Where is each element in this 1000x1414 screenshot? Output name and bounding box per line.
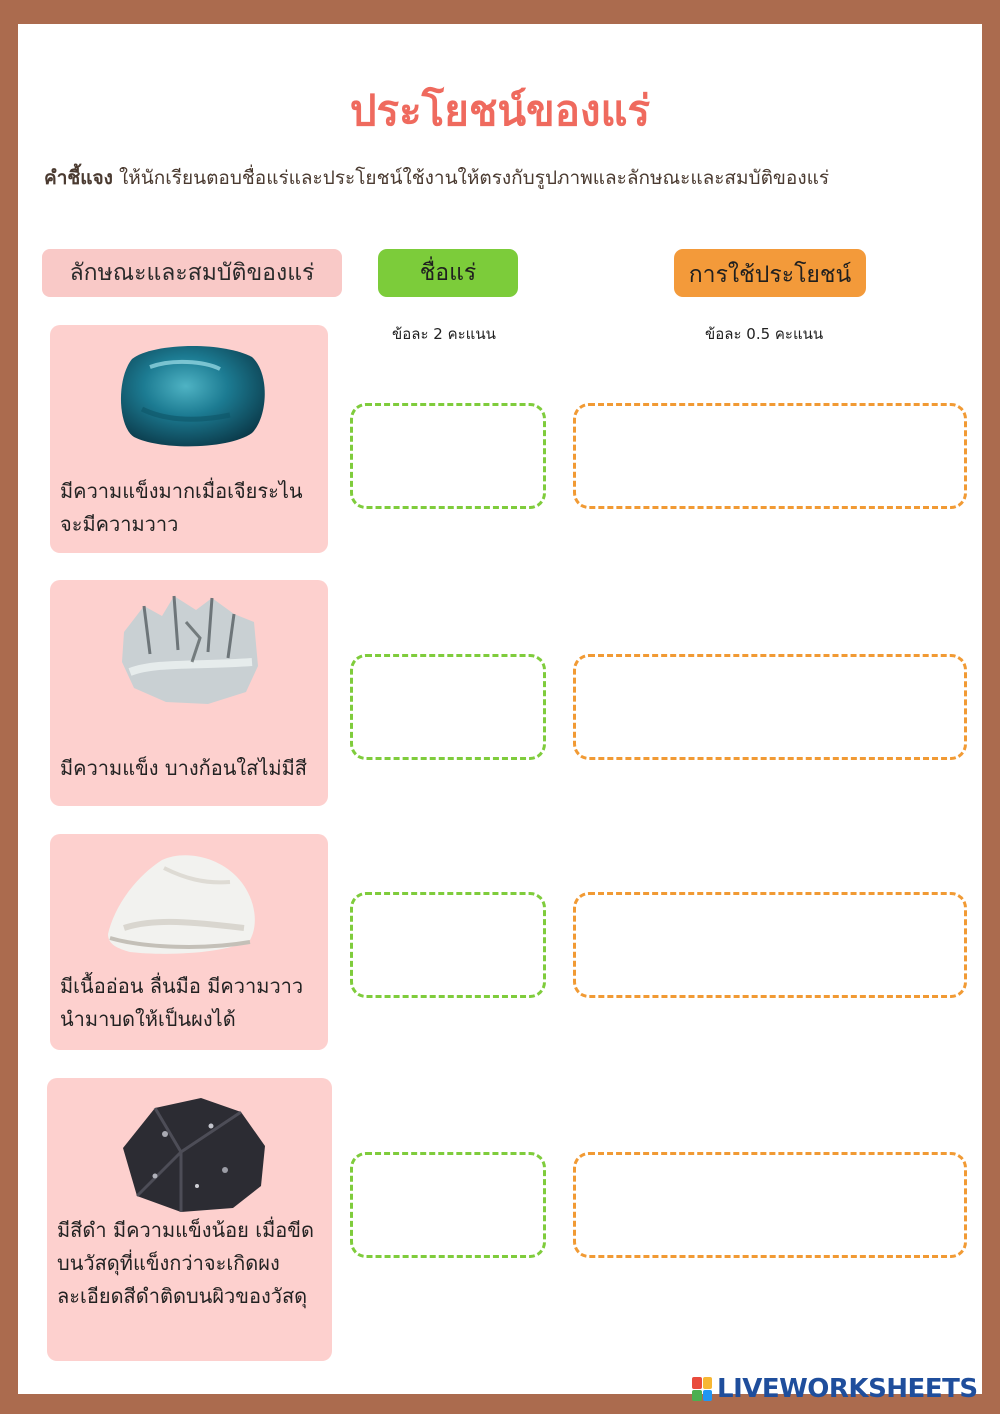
graphite-icon bbox=[115, 1090, 271, 1214]
name-points-note: ข้อละ 2 คะแนน bbox=[392, 325, 496, 343]
instruction-label: คำชี้แจง bbox=[44, 167, 113, 189]
answer-name-1[interactable] bbox=[350, 403, 546, 509]
answer-usage-3[interactable] bbox=[573, 892, 967, 998]
page-title: ประโยชน์ของแร่ bbox=[349, 86, 651, 135]
property-card-4 bbox=[47, 1078, 332, 1361]
property-text-3: มีเนื้ออ่อน ลื่นมือ มีความวาวนำมาบดให้เป็นผงได้ bbox=[60, 974, 304, 1031]
header-mineral-name: ชื่อแร่ bbox=[378, 249, 518, 297]
property-card-2 bbox=[50, 580, 328, 806]
white-mineral-icon bbox=[104, 848, 264, 960]
answer-usage-2[interactable] bbox=[573, 654, 967, 760]
header-properties: ลักษณะและสมบัติของแร่ bbox=[42, 249, 342, 297]
brand-text: LIVEWORKSHEETS bbox=[717, 1374, 978, 1404]
instruction-text: ให้นักเรียนตอบชื่อแร่และประโยชน์ใช้งานให้ตรงกับรูปภาพและลักษณะและสมบัติของแร่ bbox=[112, 167, 830, 189]
liveworksheets-logo-icon bbox=[692, 1377, 712, 1401]
answer-usage-1[interactable] bbox=[573, 403, 967, 509]
property-text-4: มีสีดำ มีความแข็งน้อย เมื่อขีดบนวัสดุที่แข็งกว่าจะเกิดผงละเอียดสีดำติดบนผิวของวัสดุ bbox=[57, 1218, 314, 1308]
answer-name-4[interactable] bbox=[350, 1152, 546, 1258]
blue-mineral-icon bbox=[112, 339, 272, 451]
property-card-3 bbox=[50, 834, 328, 1050]
property-card-1 bbox=[50, 325, 328, 553]
header-usage: การใช้ประโยชน์ bbox=[674, 249, 866, 297]
property-text-2: มีความแข็ง บางก้อนใสไม่มีสี bbox=[60, 756, 307, 780]
answer-name-2[interactable] bbox=[350, 654, 546, 760]
property-text-1: มีความแข็งมากเมื่อเจียระไนจะมีความวาว bbox=[60, 479, 303, 536]
answer-usage-4[interactable] bbox=[573, 1152, 967, 1258]
usage-points-note: ข้อละ 0.5 คะแนน bbox=[705, 325, 824, 343]
liveworksheets-brand[interactable] bbox=[692, 1372, 978, 1406]
quartz-crystal-icon bbox=[116, 592, 266, 708]
answer-name-3[interactable] bbox=[350, 892, 546, 998]
instruction bbox=[44, 163, 974, 193]
